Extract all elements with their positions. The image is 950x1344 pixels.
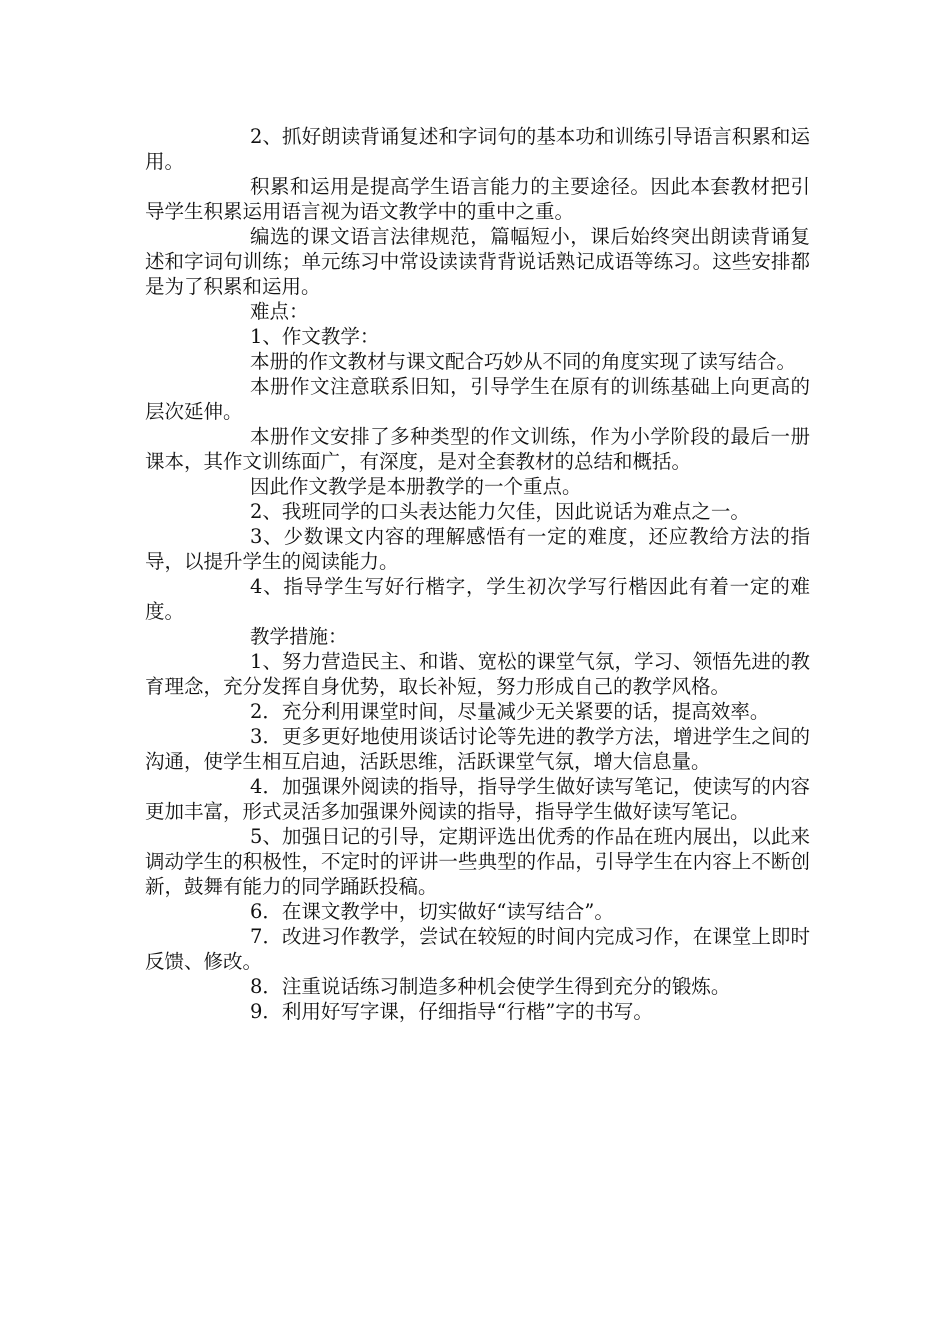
paragraph-measure-2: 2．充分利用课堂时间，尽量减少无关紧要的话，提高效率。	[250, 700, 770, 723]
heading-difficulties: 难点：	[250, 300, 309, 323]
paragraph-point-2: 2、抓好朗读背诵复述和字词句的基本功和训练引导语言积累和运用。	[145, 125, 810, 173]
paragraph-measure-7: 7．改进习作教学，尝试在较短的时间内完成习作，在课堂上即时反馈、修改。	[145, 925, 810, 973]
paragraph-measure-8: 8．注重说话练习制造多种机会使学生得到充分的锻炼。	[250, 975, 731, 998]
paragraph-measure-1: 1、努力营造民主、和谐、宽松的课堂气氛，学习、领悟先进的教育理念，充分发挥自身优势，取长补短，努力形成自己的教学风格。	[145, 650, 810, 698]
paragraph: 因此作文教学是本册教学的一个重点。	[250, 475, 582, 498]
paragraph: 积累和运用是提高学生语言能力的主要途径。因此本套教材把引导学生积累运用语言视为语文教学中的重中之重。	[145, 175, 810, 223]
paragraph: 本册作文注意联系旧知，引导学生在原有的训练基础上向更高的层次延伸。	[145, 375, 810, 423]
paragraph-measure-5: 5、加强日记的引导，定期评选出优秀的作品在班内展出，以此来调动学生的积极性，不定时的评讲一些典型的作品，引导学生在内容上不断创新，鼓舞有能力的同学踊跃投稿。	[145, 825, 810, 898]
paragraph-difficulty-1: 1、作文教学：	[250, 325, 380, 348]
paragraph-difficulty-2: 2、我班同学的口头表达能力欠佳，因此说话为难点之一。	[250, 500, 750, 523]
paragraph: 本册作文安排了多种类型的作文训练，作为小学阶段的最后一册课本，其作文训练面广，有深度，是对全套教材的总结和概括。	[145, 425, 810, 473]
paragraph-measure-9: 9．利用好写字课，仔细指导“行楷”字的书写。	[250, 1000, 653, 1023]
paragraph: 本册的作文教材与课文配合巧妙从不同的角度实现了读写结合。	[250, 350, 797, 373]
paragraph-measure-6: 6．在课文教学中，切实做好“读写结合”。	[250, 900, 614, 923]
heading-measures: 教学措施：	[250, 625, 348, 648]
paragraph-measure-4: 4．加强课外阅读的指导，指导学生做好读写笔记，使读写的内容更加丰富，形式灵活多加强课外阅读的指导，指导学生做好读写笔记。	[145, 775, 810, 823]
paragraph-difficulty-4: 4、指导学生写好行楷字，学生初次学写行楷因此有着一定的难度。	[145, 575, 810, 623]
paragraph: 编选的课文语言法律规范，篇幅短小，课后始终突出朗读背诵复述和字词句训练；单元练习中常设读读背背说话熟记成语等练习。这些安排都是为了积累和运用。	[145, 225, 810, 298]
paragraph-difficulty-3: 3、少数课文内容的理解感悟有一定的难度，还应教给方法的指导，以提升学生的阅读能力。	[145, 525, 810, 573]
document-body	[145, 124, 810, 1024]
paragraph-measure-3: 3．更多更好地使用谈话讨论等先进的教学方法，增进学生之间的沟通，使学生相互启迪，活跃思维，活跃课堂气氛，增大信息量。	[145, 725, 810, 773]
